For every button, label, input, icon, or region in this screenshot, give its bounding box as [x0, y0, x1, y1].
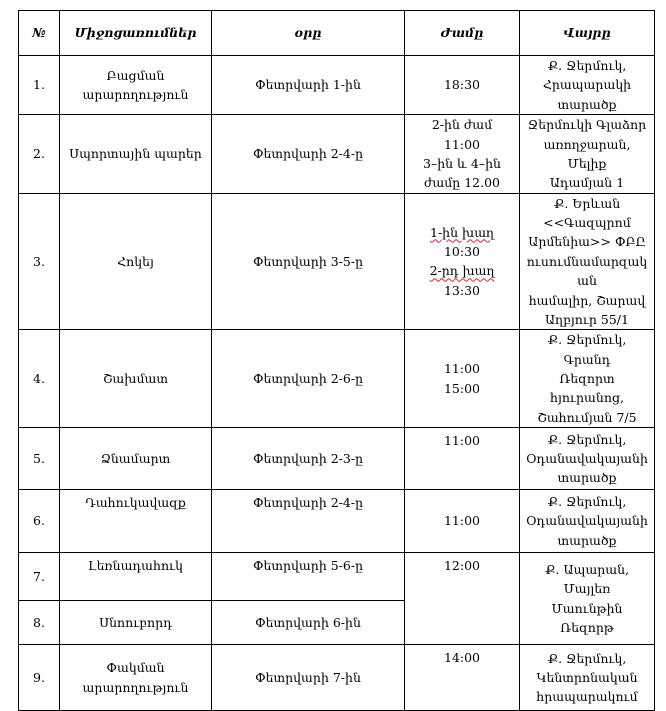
table-header-row — [19, 11, 655, 56]
place-line: Մաունթին Ռեզորթ — [551, 600, 623, 635]
table-row — [19, 490, 655, 553]
event-cell — [60, 490, 212, 553]
time-line: 11:00 — [443, 136, 481, 152]
place-line: Արմենիա>> ՓԲԸ — [528, 234, 646, 250]
time-line: 2-րդ խաղ — [429, 263, 495, 279]
date-cell: Փետրվարի 7-ին — [212, 645, 405, 711]
time-cell — [405, 490, 520, 553]
header-date: օրը — [212, 11, 405, 56]
place-line: Ադամյան 1 — [549, 175, 625, 191]
place-cell — [520, 490, 655, 553]
time-line: 13:30 — [443, 282, 481, 298]
time-cell — [405, 330, 520, 428]
event-line: Հոկեյ — [117, 253, 154, 269]
table-row — [19, 428, 655, 490]
date-cell: Փետրվարի 6-ին — [212, 601, 405, 645]
time-line: 11:00 — [443, 361, 481, 377]
event-cell — [60, 193, 212, 330]
place-line: տարածք — [557, 532, 617, 548]
place-line: Աղբյուր 55/1 — [545, 311, 629, 327]
date-cell: Փետրվարի 1-ին — [212, 56, 405, 115]
place-line: Օդանավակայանի — [526, 513, 648, 529]
event-line: Լեռնադահուկ — [88, 558, 183, 574]
table-row — [19, 115, 655, 194]
event-cell — [60, 115, 212, 194]
place-line: Ք. Ջերմուկ, — [547, 494, 627, 510]
table-row — [19, 553, 655, 601]
place-cell — [520, 553, 655, 645]
place-cell — [520, 428, 655, 490]
event-cell — [60, 56, 212, 115]
event-cell — [60, 330, 212, 428]
date-cell: Փետրվարի 5-6-ը — [212, 553, 405, 601]
place-line: առողջարան, Մելիք — [543, 136, 631, 171]
time-line: 15:00 — [443, 380, 481, 396]
place-line: Ք. Ջերմուկ, — [547, 650, 627, 666]
time-line: 11:00 — [443, 433, 481, 449]
time-cell — [405, 193, 520, 330]
event-line: Սնոուբորդ — [99, 614, 172, 630]
row-number: 5. — [19, 428, 60, 490]
table-row — [19, 56, 655, 115]
place-line: Շահումյան 7/5 — [537, 409, 637, 425]
event-cell — [60, 428, 212, 490]
time-line: 1-ին խաղ — [430, 224, 494, 240]
time-line: 11:00 — [443, 513, 481, 529]
event-cell — [60, 601, 212, 645]
place-line: Ք. Ապարան, Մայլեռ — [544, 561, 630, 597]
header-number: № — [19, 11, 60, 56]
date-cell: Փետրվարի 2-3-ը — [212, 428, 405, 490]
place-cell — [520, 56, 655, 115]
row-number: 1. — [19, 56, 60, 115]
table-row — [19, 645, 655, 711]
place-cell — [520, 193, 655, 330]
header-place: Վայրը — [520, 11, 655, 56]
date-cell: Փետրվարի 2-6-ը — [212, 330, 405, 428]
row-number: 3. — [19, 193, 60, 330]
time-cell — [405, 645, 520, 711]
place-line: Ջերմուկի Գլաձոր — [527, 117, 647, 133]
event-line: Շախմատ — [103, 371, 168, 386]
time-line: ժամը 12.00 — [423, 175, 500, 191]
place-line: Ք. Ջերմուկ, — [547, 431, 627, 447]
place-line: ուսումնամարզական — [526, 253, 648, 289]
time-line: 10:30 — [443, 244, 481, 260]
place-cell — [520, 645, 655, 711]
row-number: 4. — [19, 330, 60, 428]
place-line: տարածք — [557, 470, 617, 486]
row-number: 7. — [19, 553, 60, 601]
event-line: արարողություն — [82, 87, 189, 103]
time-cell — [405, 553, 520, 645]
place-cell — [520, 330, 655, 428]
time-line: 18:30 — [443, 77, 481, 93]
events-schedule-table — [18, 10, 655, 711]
place-line: համալիր, Շարավ — [528, 292, 646, 308]
event-line: Բացման — [106, 67, 165, 83]
row-number: 6. — [19, 490, 60, 553]
row-number: 8. — [19, 601, 60, 645]
row-number: 2. — [19, 115, 60, 194]
place-line: Ք. Երևան <<Գազպրոմ — [543, 195, 631, 230]
time-line: 3–ին և 4–ին — [423, 155, 501, 171]
event-cell — [60, 553, 212, 601]
time-cell — [405, 428, 520, 490]
header-time: Ժամը — [405, 11, 520, 56]
header-event: Միջոցառումներ — [60, 11, 212, 56]
place-line: Ք. Ջերմուկ, Գրանդ — [547, 332, 627, 367]
place-line: Ք. Ջերմուկ, — [547, 58, 627, 73]
row-number: 9. — [19, 645, 60, 711]
table-row — [19, 330, 655, 428]
place-line: Օդանավակայանի — [526, 450, 648, 466]
place-cell — [520, 115, 655, 194]
date-cell: Փետրվարի 2-4-ը — [212, 115, 405, 194]
event-line: Սպորտային պարեր — [69, 146, 202, 162]
event-line: Փակման — [106, 660, 165, 676]
event-line: Ձնամարտ — [100, 450, 171, 466]
place-line: հրապարակում — [536, 689, 638, 705]
event-line: Դահուկավազք — [85, 495, 186, 511]
time-line: 14:00 — [443, 650, 481, 666]
place-line: Հրապարակի տարածք — [542, 77, 632, 112]
table-row — [19, 193, 655, 330]
event-cell — [60, 645, 212, 711]
date-cell: Փետրվարի 2-4-ը — [212, 490, 405, 553]
place-line: Կենտրոնական — [536, 669, 638, 685]
time-line: 2-ին ժամ — [431, 117, 493, 133]
time-cell — [405, 115, 520, 194]
time-cell — [405, 56, 520, 115]
place-line: Ռեզորտ հյուրանոց, — [550, 371, 624, 406]
event-line: արարողություն — [82, 679, 189, 695]
date-cell: Փետրվարի 3-5-ը — [212, 193, 405, 330]
time-line: 12:00 — [443, 558, 481, 574]
